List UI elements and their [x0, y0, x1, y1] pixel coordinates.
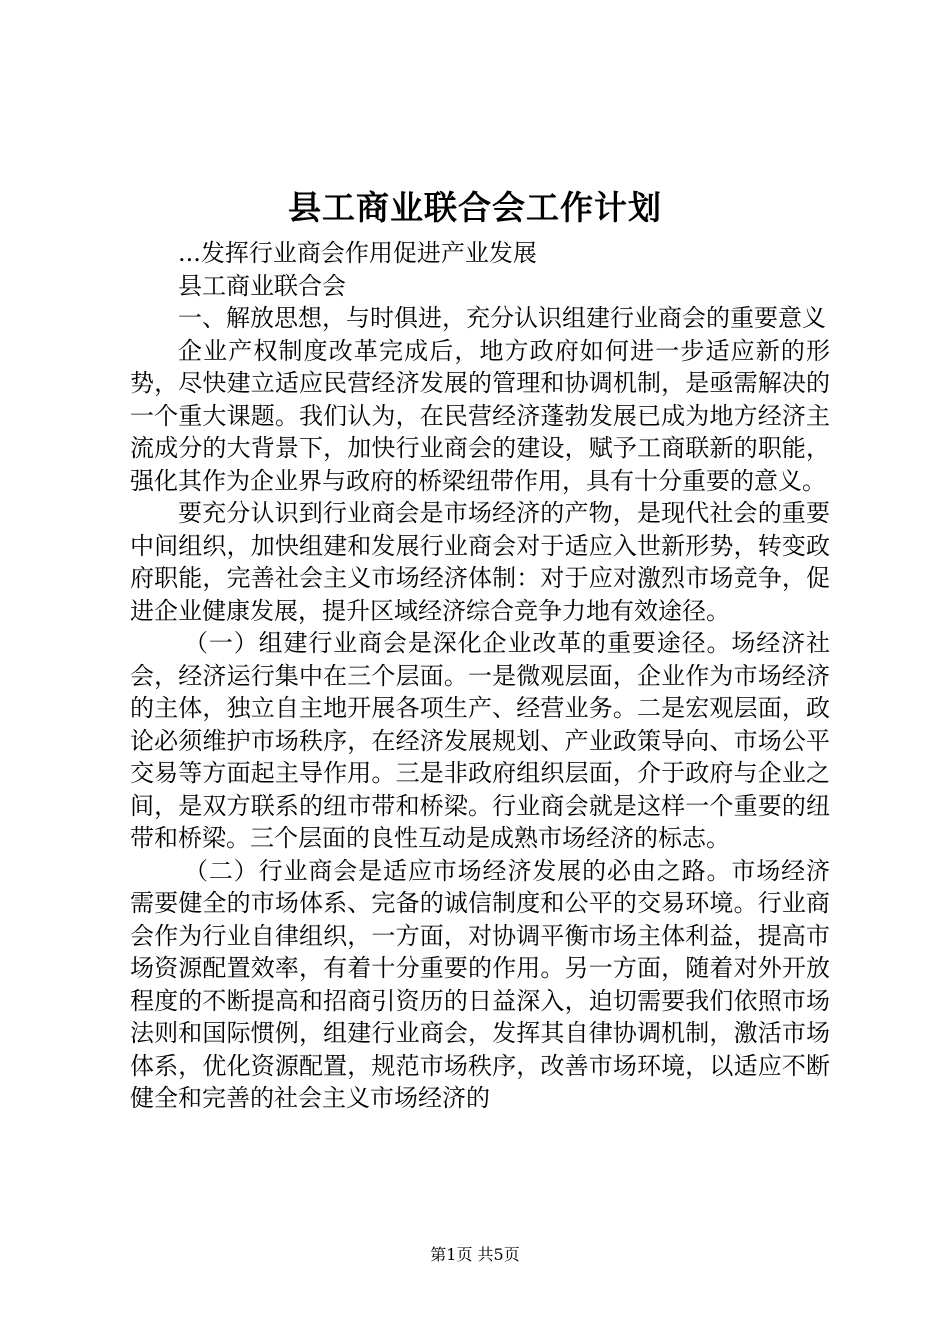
body-paragraph: 企业产权制度改革完成后，地方政府如何进一步适应新的形势，尽快建立适应民营经济发展的管理和协调机制，是亟需解决的一个重大课题。我们认为，在民营经济蓬勃发展已成为地方经济主流成分的大背景下，加快行业商会的建设，赋予工商联新的职能，强化其作为企业界与政府的桥梁纽带作用，具有十分重要的意义。: [130, 336, 830, 495]
subtitle-paragraph: ...发挥行业商会作用促进产业发展: [178, 239, 537, 267]
page-number-footer: 第1页 共5页: [430, 1245, 520, 1264]
subsection-paragraph: （二）行业商会是适应市场经济发展的必由之路。市场经济需要健全的市场体系、完备的诚信制度和公平的交易环境。行业商会作为行业自律组织，一方面，对协调平衡市场主体利益，提高市场资源配置效率，有着十分重要的作用。另一方面，随着对外开放程度的不断提高和招商引资历的日益深入，迫切需要我们依照市场法则和国际惯例，组建行业商会，发挥其自律协调机制，激活市场体系，优化资源配置，规范市场秩序，改善市场环境，以适应不断健全和完善的社会主义市场经济的: [130, 856, 830, 1112]
section-heading: 一、解放思想，与时俱进，充分认识组建行业商会的重要意义: [178, 304, 826, 332]
body-paragraph: 要充分认识到行业商会是市场经济的产物，是现代社会的重要中间组织，加快组建和发展行业商会对于适应入世新形势，转变政府职能，完善社会主义市场经济体制：对于应对激烈市场竞争，促进企业健康发展，提升区域经济综合竞争力地有效途径。: [130, 499, 830, 625]
document-body: [130, 237, 830, 1115]
subsection-paragraph: （一）组建行业商会是深化企业改革的重要途径。场经济社会，经济运行集中在三个层面。一是微观层面，企业作为市场经济的主体，独立自主地开展各项生产、经营业务。二是宏观层面，政论必须维护市场秩序，在经济发展规划、产业政策导向、市场公平交易等方面起主导作用。三是非政府组织层面，介于政府与企业之间，是双方联系的纽市带和桥梁。行业商会就是这样一个重要的纽带和桥梁。三个层面的良性互动是成熟市场经济的标志。: [130, 629, 830, 852]
author-paragraph: 县工商业联合会: [178, 271, 346, 300]
document-title: 县工商业联合会工作计划: [288, 188, 662, 227]
